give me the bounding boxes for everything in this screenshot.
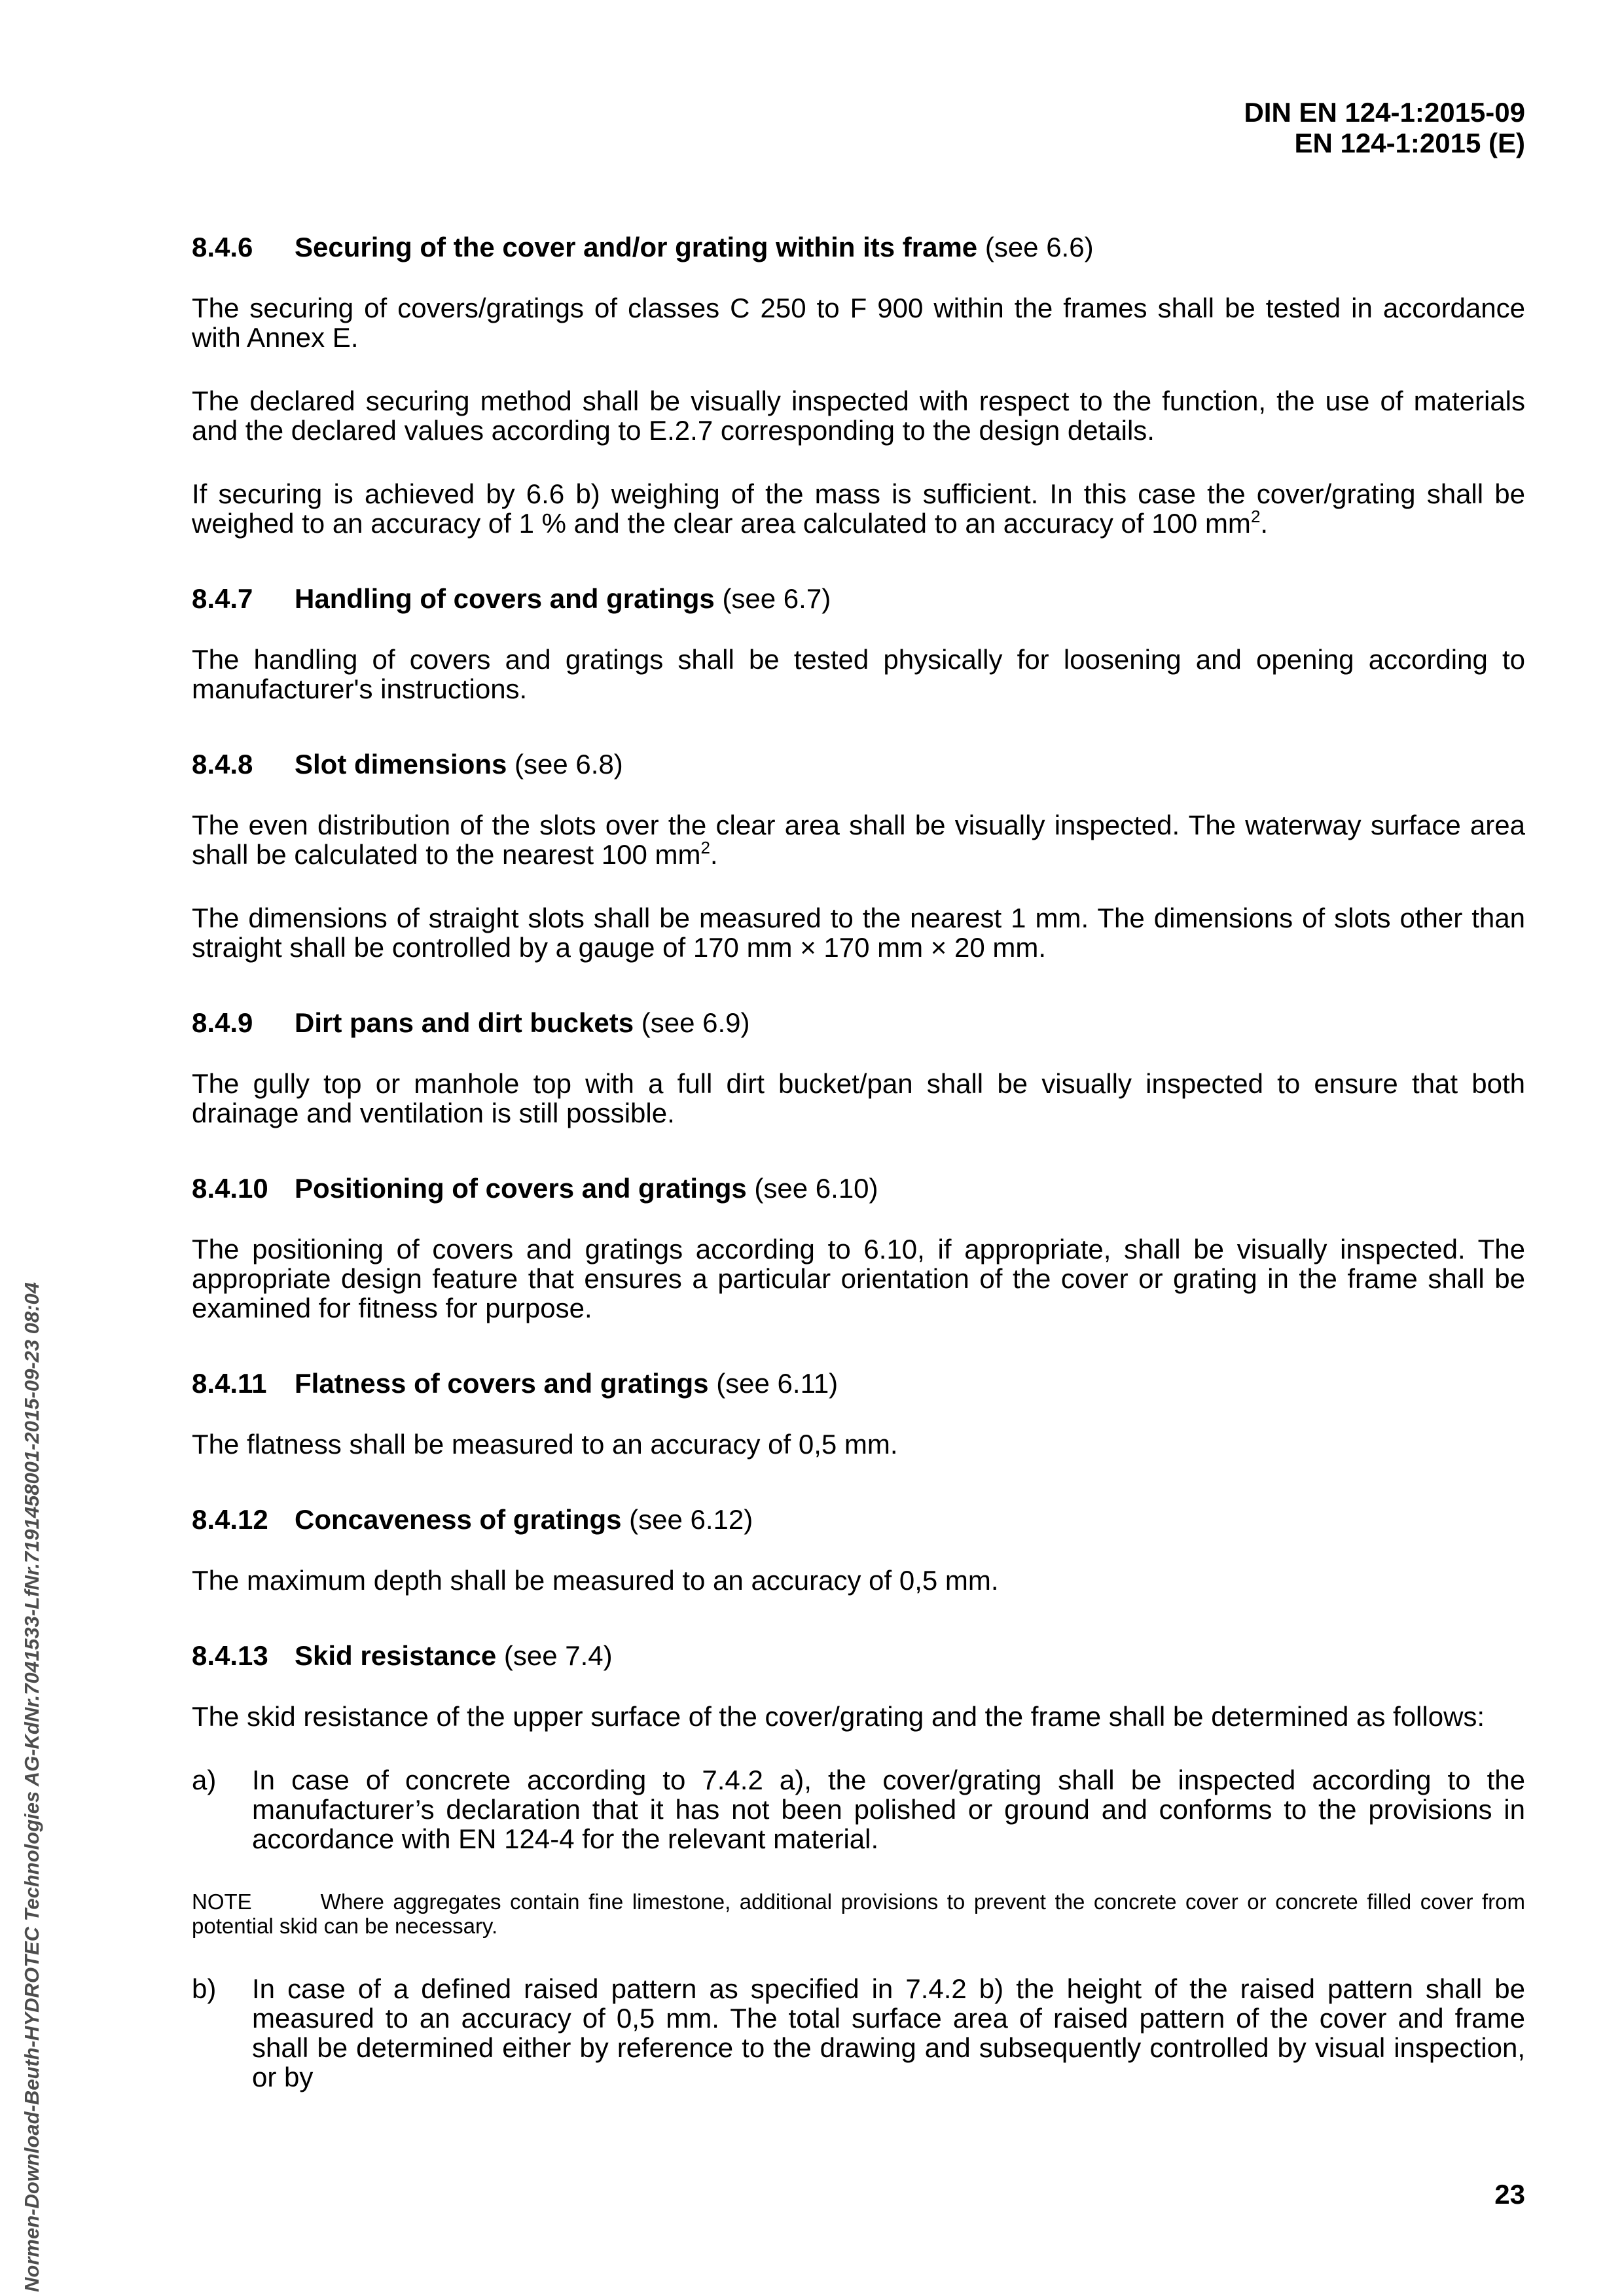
heading-number: 8.4.10 [192, 1173, 268, 1204]
list-item-marker: b) [192, 1973, 217, 2004]
section-heading [192, 1641, 1525, 1671]
heading-number: 8.4.13 [192, 1640, 268, 1671]
heading-rest [295, 1641, 613, 1671]
note [192, 1890, 1525, 1938]
heading-number: 8.4.9 [192, 1007, 253, 1038]
paragraph: The positioning of covers and gratings according to 6.10, if appropriate, shall be visually inspected. The appropriate design feature that ensures a particular orientation of the cover or grating in the frame shall be examined for fitness for purpose. [192, 1234, 1525, 1323]
paragraph: The declared securing method shall be visually inspected with respect to the function, the use of materials and the declared values according to E.2.7 corresponding to the design details. [192, 386, 1525, 446]
heading-see-reference: (see 6.11) [716, 1368, 839, 1399]
section-heading [192, 1174, 1525, 1204]
section-8.4.11 [192, 1369, 1525, 1459]
heading-rest [295, 749, 623, 780]
section-8.4.7 [192, 584, 1525, 704]
header-standard-number: DIN EN 124-1:2015-09 [1244, 97, 1525, 128]
heading-title: Securing of the cover and/or grating within its frame [295, 232, 978, 262]
content [192, 232, 1525, 2126]
heading-rest [295, 584, 831, 614]
section-heading [192, 584, 1525, 614]
paragraph: The flatness shall be measured to an accuracy of 0,5 mm. [192, 1429, 898, 1460]
section-8.4.8 [192, 749, 1525, 962]
heading-title: Skid resistance [295, 1640, 497, 1671]
section-8.4.10 [192, 1174, 1525, 1323]
heading-number: 8.4.12 [192, 1504, 268, 1535]
heading-title: Positioning of covers and gratings [295, 1173, 747, 1204]
heading-see-reference: (see 6.8) [514, 749, 623, 780]
paragraph: If securing is achieved by 6.6 b) weighing of the mass is sufficient. In this case the cover/grating shall be weighed to an accuracy of 1 % and the clear area calculated to an accuracy of 100 $mm^2$. [192, 478, 1525, 539]
list-item-marker: a) [192, 1765, 217, 1795]
list-item [192, 1765, 1525, 1854]
paragraph: The even distribution of the slots over the clear area shall be visually inspected. The waterway surface area shall be calculated to the nearest 100 $mm^2$. [192, 810, 1525, 870]
heading-rest [295, 1174, 878, 1204]
section-8.4.6 [192, 232, 1525, 538]
paragraph: The dimensions of straight slots shall be measured to the nearest 1 mm. The dimensions of slots other than straight shall be controlled by a gauge of 170 mm × 170 mm × 20 mm. [192, 903, 1525, 963]
heading-see-reference: (see 6.12) [629, 1504, 753, 1535]
paragraph: The gully top or manhole top with a full dirt bucket/pan shall be visually inspected to ensure that both drainage and ventilation is still possible. [192, 1068, 1525, 1128]
heading-title: Flatness of covers and gratings [295, 1368, 709, 1399]
section-8.4.12 [192, 1505, 1525, 1595]
heading-number: 8.4.6 [192, 232, 253, 262]
paragraph: The securing of covers/gratings of classes C 250 to F 900 within the frames shall be tested in accordance with Annex E. [192, 293, 1525, 353]
heading-see-reference: (see 6.6) [984, 232, 1094, 262]
list-item-text: In case of a defined raised pattern as specified in 7.4.2 b) the height of the raised pattern shall be measured to an accuracy of 0,5 mm. The total surface area of raised pattern of the cover and frame shall be determined either by reference to the drawing and subsequently controlled by visual inspection, or by [252, 1973, 1525, 2092]
note-text: Where aggregates contain fine limestone, additional provisions to prevent the concrete cover or concrete filled cover from potential skid can be necessary. [192, 1890, 1525, 1938]
heading-title: Slot dimensions [295, 749, 507, 780]
section-heading [192, 1369, 1525, 1399]
paragraph: The handling of covers and gratings shall be tested physically for loosening and opening according to manufacturer's instructions. [192, 644, 1525, 704]
heading-rest [295, 1008, 750, 1038]
header-standard-edition: EN 124-1:2015 (E) [1294, 128, 1525, 158]
note-label: NOTE [192, 1890, 252, 1914]
section-heading [192, 1505, 1525, 1535]
heading-see-reference: (see 6.9) [641, 1007, 750, 1038]
heading-rest [295, 232, 1094, 262]
heading-title: Dirt pans and dirt buckets [295, 1007, 634, 1038]
section-heading [192, 1008, 1525, 1038]
document-header [1244, 97, 1525, 158]
section-heading [192, 749, 1525, 780]
section-8.4.13 [192, 1641, 1525, 2092]
heading-title: Concaveness of gratings [295, 1504, 622, 1535]
list-item-text: In case of concrete according to 7.4.2 a), the cover/grating shall be inspected according to the manufacturer’s declaration that it has not been polished or ground and conforms to the provisions in accordance with EN 124-4 for the relevant material. [252, 1765, 1525, 1854]
heading-title: Handling of covers and gratings [295, 583, 715, 614]
heading-see-reference: (see 7.4) [503, 1640, 613, 1671]
heading-see-reference: (see 6.7) [722, 583, 831, 614]
paragraph: The skid resistance of the upper surface of the cover/grating and the frame shall be determined as follows: [192, 1701, 1485, 1732]
paragraph: The maximum depth shall be measured to an accuracy of 0,5 mm. [192, 1565, 999, 1596]
heading-number: 8.4.7 [192, 583, 253, 614]
list-item [192, 1974, 1525, 2092]
section-8.4.9 [192, 1008, 1525, 1128]
heading-number: 8.4.8 [192, 749, 253, 780]
heading-rest [295, 1369, 838, 1399]
heading-rest [295, 1505, 753, 1535]
watermark-text: Normen-Download-Beuth-HYDROTEC Technologies AG-KdNr.7041533-LfNr.7191458001-2015-09-23 08:04 [20, 1282, 43, 2292]
heading-see-reference: (see 6.10) [754, 1173, 878, 1204]
page-number: 23 [1494, 2179, 1525, 2210]
section-heading [192, 232, 1525, 262]
heading-number: 8.4.11 [192, 1368, 267, 1399]
